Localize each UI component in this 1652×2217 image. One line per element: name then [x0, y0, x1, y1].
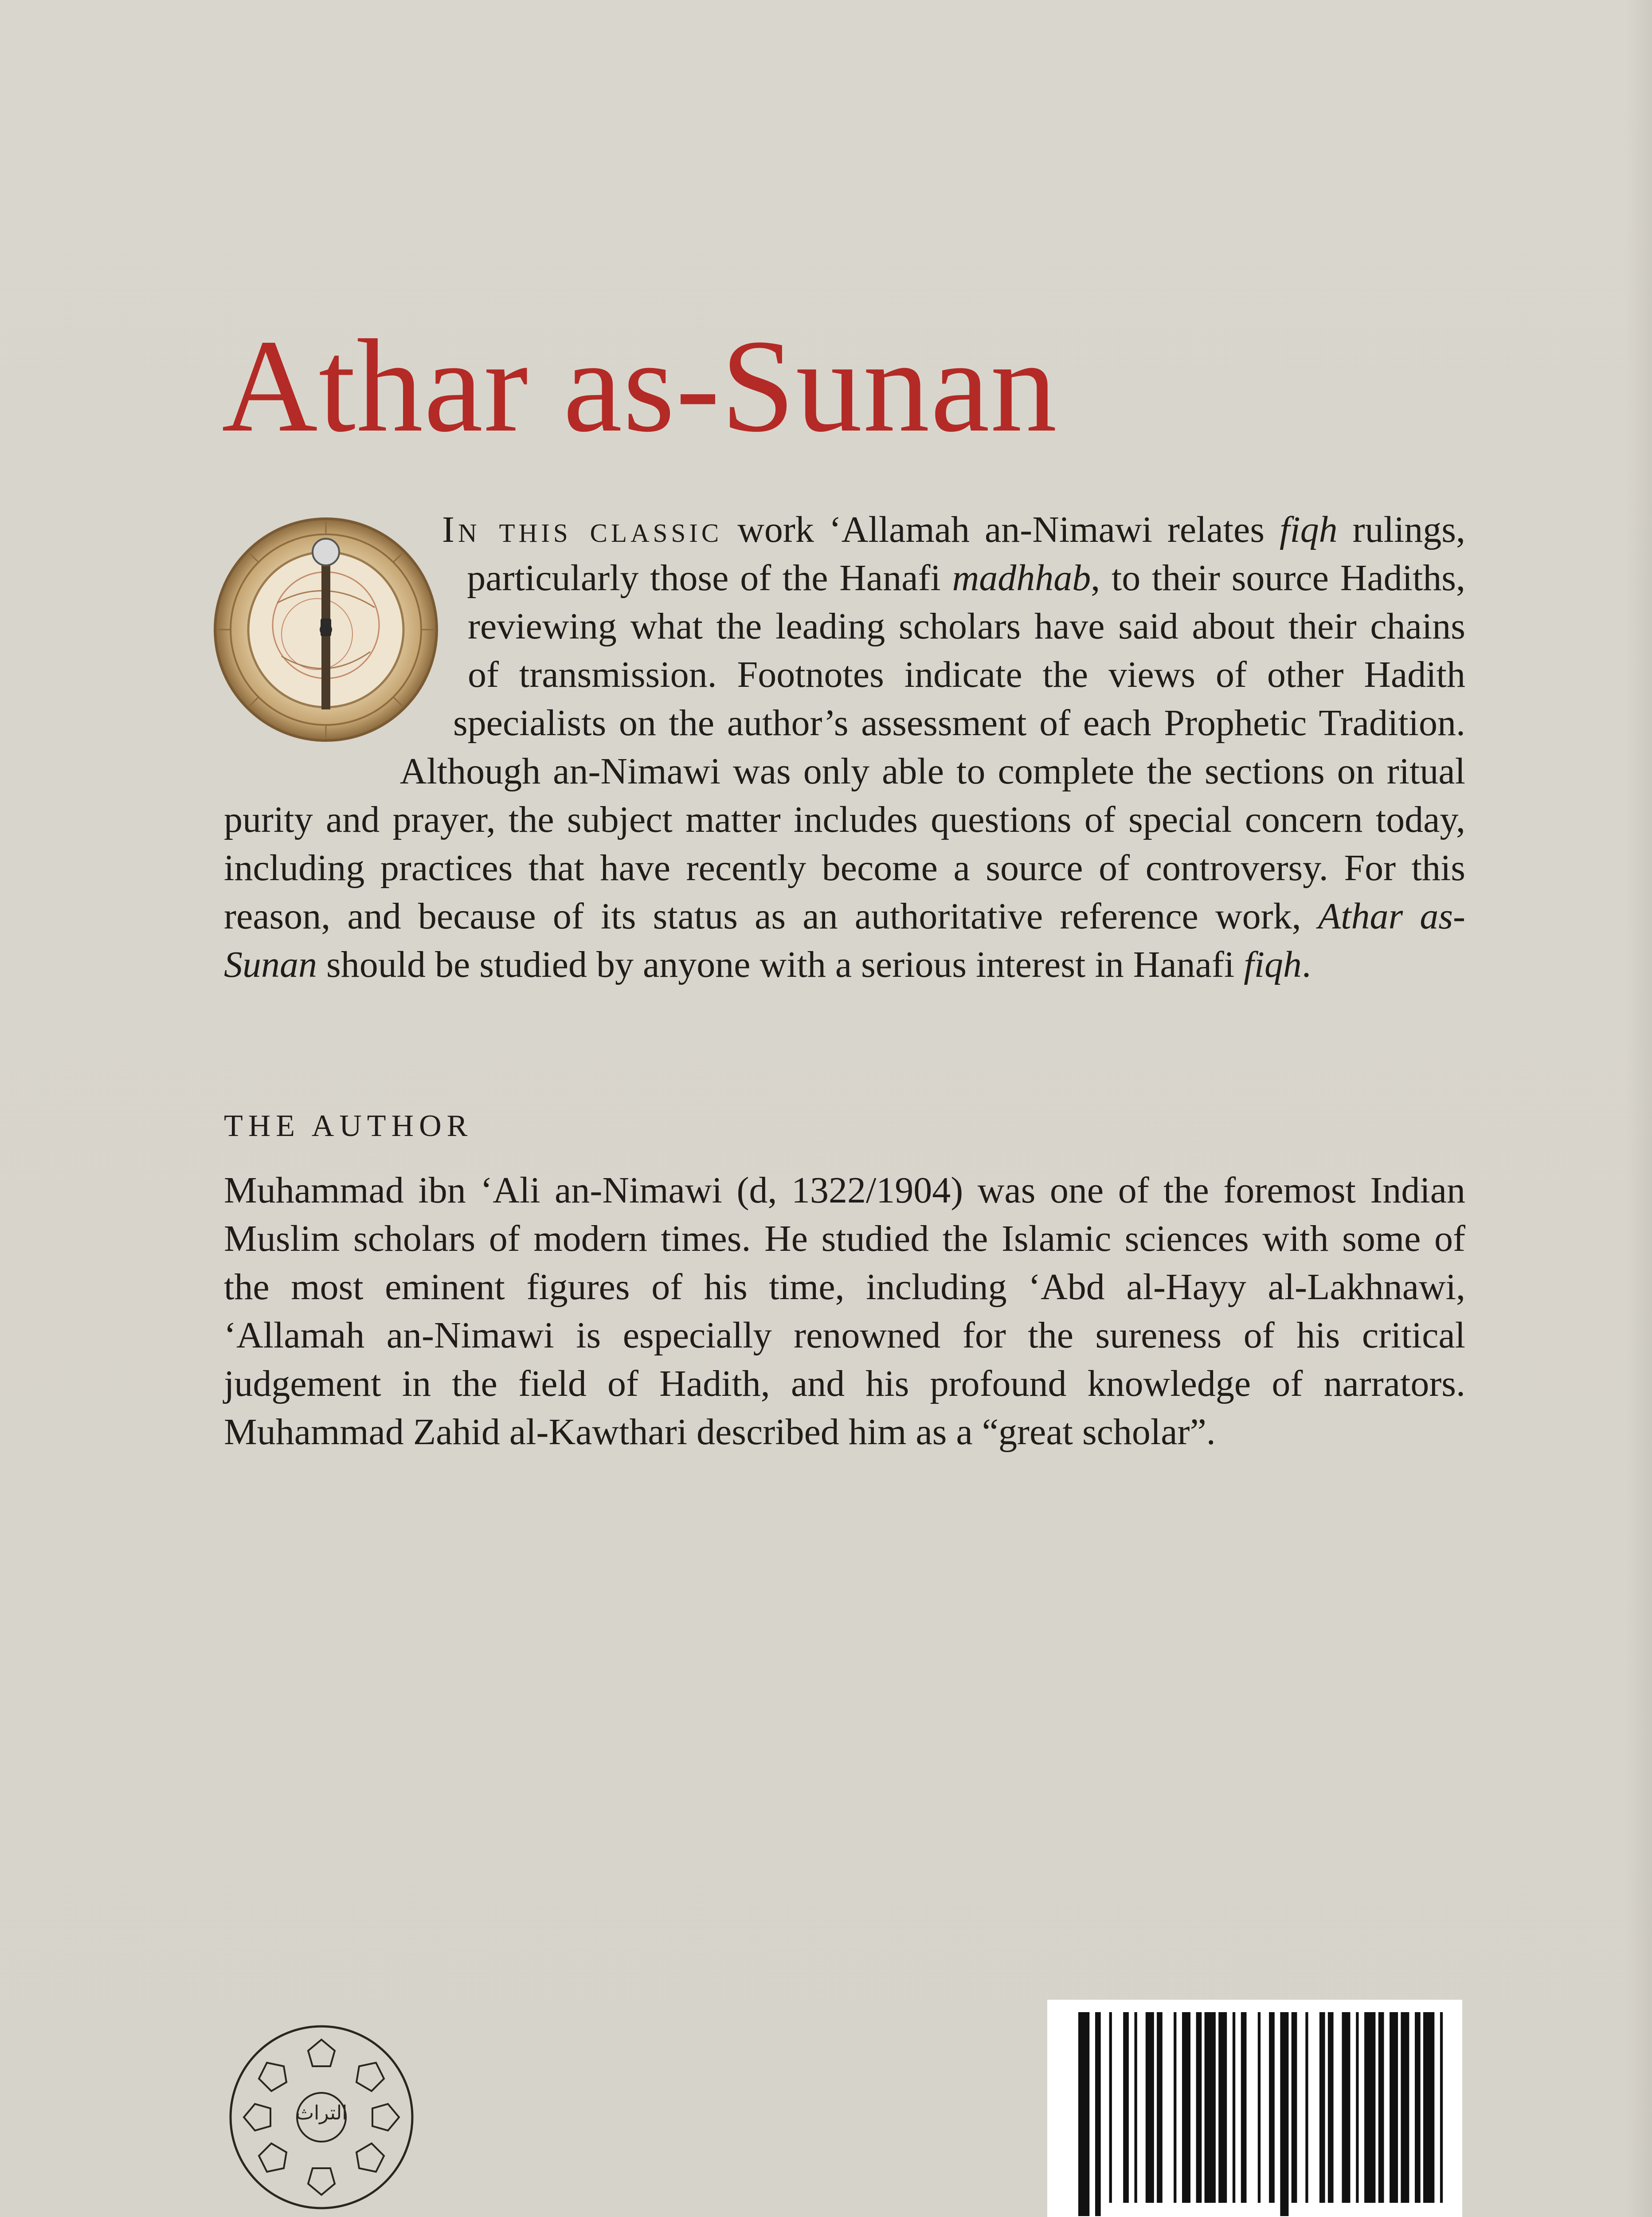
barcode-bar: [1135, 2012, 1137, 2203]
barcode-bar: [1196, 2012, 1202, 2203]
intro-lead-caps: In this classic: [442, 509, 723, 550]
barcode-number: [1061, 2214, 1451, 2217]
astrolabe-icon: [211, 514, 441, 745]
turath-logo-text: التراث: [295, 2102, 348, 2124]
barcode-bar: [1123, 2012, 1129, 2203]
intro-term-fiqh: fiqh: [1244, 944, 1302, 985]
barcode-bar: [1305, 2012, 1308, 2203]
author-heading: THE AUTHOR: [224, 1109, 473, 1143]
barcode-digit-group-1: [1109, 2214, 1232, 2217]
intro-term-title: Athar as-Sunan: [224, 896, 1465, 985]
barcode-bars: [1047, 2000, 1462, 2217]
barcode-bar: [1269, 2012, 1275, 2203]
barcode-bar: [1356, 2012, 1358, 2203]
barcode-bar: [1319, 2012, 1325, 2203]
barcode-bar: [1440, 2012, 1443, 2203]
barcode-bar: [1182, 2012, 1190, 2203]
barcode-bar: [1095, 2012, 1101, 2216]
barcode-bar: [1233, 2012, 1235, 2203]
intro-text-part: , to their source Hadiths, reviewing what the leading scholars have said about their chains of transmission. Footnotes indicate the views of other Hadith specialists on the author’s assessment of each Prophetic Tradition. Although an-Nimawi was only able to complete the sections on ritual purity and prayer, the subject matter includes questions of special concern today, including practices that have recently become a source of controversy. For this reason, and because of its status as an authoritative reference work,: [224, 557, 1466, 937]
barcode-bar: [1258, 2012, 1261, 2203]
intro-text-part: rulings, particularly those of the Hanafi: [467, 509, 1465, 599]
barcode-bar: [1328, 2012, 1334, 2203]
barcode-bar: [1378, 2012, 1384, 2203]
barcode-bar: [1364, 2012, 1375, 2203]
turath-logo-icon: [226, 2022, 417, 2213]
barcode-bar: [1415, 2012, 1421, 2203]
author-paragraph: Muhammad ibn ‘Ali an-Nimawi (d, 1322/1904) was one of the foremost Indian Muslim scholars of modern times. He studied the Islamic sciences with some of the most eminent figures of his time, including ‘Abd al-Hayy al-Lakhnawi, ‘Allamah an-Nimawi is especially renowned for the sureness of his critical judgement in the field of Hadith, and his profound knowledge of narrators. Muhammad Zahid al-Kawthari described him as a “great scholar”.: [224, 1170, 1465, 1453]
intro-text-part: should be studied by anyone with a serious interest in Hanafi: [317, 944, 1244, 985]
barcode-bar: [1078, 2012, 1089, 2216]
book-title: Athar as-Sunan: [222, 312, 1058, 459]
barcode-bar: [1292, 2012, 1297, 2203]
barcode-bar: [1241, 2012, 1247, 2203]
intro-term-madhhab: madhhab: [952, 557, 1091, 599]
barcode-bar: [1390, 2012, 1398, 2203]
intro-text-part: work ‘Allamah an-Nimawi relates: [722, 509, 1280, 550]
barcode-bar: [1401, 2012, 1409, 2203]
barcode-bar: [1109, 2012, 1112, 2203]
barcode-bar: [1280, 2012, 1288, 2216]
barcode-bar: [1423, 2012, 1434, 2203]
barcode-bar: [1174, 2012, 1176, 2203]
intro-paragraph: [224, 505, 1465, 989]
intro-term-fiqh: fiqh: [1280, 509, 1338, 550]
barcode-bar: [1218, 2012, 1227, 2203]
barcode-bar: [1205, 2012, 1216, 2203]
barcode-bar: [1157, 2012, 1163, 2203]
intro-text-part: .: [1301, 944, 1311, 985]
barcode-digit-group-2: [1287, 2214, 1409, 2217]
barcode-bar: [1146, 2012, 1154, 2203]
isbn-barcode: [1047, 2000, 1462, 2217]
barcode-digit-first: [1061, 2214, 1078, 2217]
barcode-bar: [1342, 2012, 1351, 2203]
